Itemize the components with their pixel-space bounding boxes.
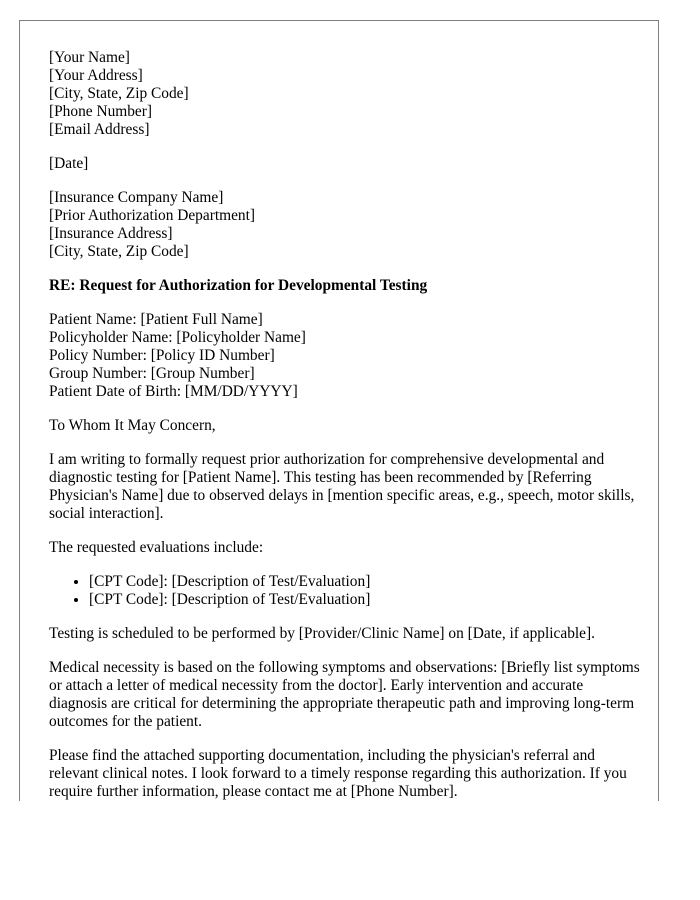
intro-paragraph: I am writing to formally request prior authorization for comprehensive developmental and diagnostic testing for [Patient Name]. This testing has been recommended by [Referring Physician's Name] due to observed delays in [mention specific areas, e.g., speech, motor skills, social interaction]. — [49, 451, 635, 522]
policy-number-line: Policy Number: [Policy ID Number] — [49, 347, 275, 364]
sender-phone: [Phone Number] — [49, 103, 153, 120]
sender-address: [Your Address] — [49, 67, 143, 84]
recipient-address-block — [49, 189, 641, 261]
recipient-company: [Insurance Company Name] — [49, 189, 224, 206]
date-block — [49, 155, 641, 173]
schedule-paragraph: Testing is scheduled to be performed by [Provider/Clinic Name] on [Date, if applicable]. — [49, 625, 595, 642]
recipient-city-state-zip: [City, State, Zip Code] — [49, 243, 189, 260]
recipient-address: [Insurance Address] — [49, 225, 173, 242]
salutation: To Whom It May Concern, — [49, 417, 216, 434]
evaluation-item: • [CPT Code]: [Description of Test/Evaluation] — [89, 573, 641, 591]
recipient-department: [Prior Authorization Department] — [49, 207, 256, 224]
patient-dob-line: Patient Date of Birth: [MM/DD/YYYY] — [49, 383, 298, 400]
group-number-line: Group Number: [Group Number] — [49, 365, 255, 382]
letter-content — [49, 49, 641, 801]
policyholder-name-line: Policyholder Name: [Policyholder Name] — [49, 329, 306, 346]
patient-info-block — [49, 311, 641, 401]
sender-address-block — [49, 49, 641, 139]
evaluations-intro: The requested evaluations include: — [49, 539, 264, 556]
evaluations-list — [49, 573, 641, 609]
letter-page — [19, 20, 659, 801]
necessity-paragraph: Medical necessity is based on the following symptoms and observations: [Briefly list symptoms or attach a letter of medical necessity from the doctor]. Early intervention and accurate diagnosis are critical for determining the appropriate therapeutic path and improving long-term outcomes for the patient. — [49, 659, 640, 730]
sender-city-state-zip: [City, State, Zip Code] — [49, 85, 189, 102]
patient-name-line: Patient Name: [Patient Full Name] — [49, 311, 263, 328]
letter-date: [Date] — [49, 155, 89, 172]
sender-name: [Your Name] — [49, 49, 130, 66]
evaluation-item: • [CPT Code]: [Description of Test/Evaluation] — [89, 591, 641, 609]
subject-line: RE: Request for Authorization for Developmental Testing — [49, 277, 428, 294]
closing-paragraph: Please find the attached supporting documentation, including the physician's referral and relevant clinical notes. I look forward to a timely response regarding this authorization. If you require further information, please contact me at [Phone Number]. — [49, 747, 627, 800]
sender-email: [Email Address] — [49, 121, 150, 138]
